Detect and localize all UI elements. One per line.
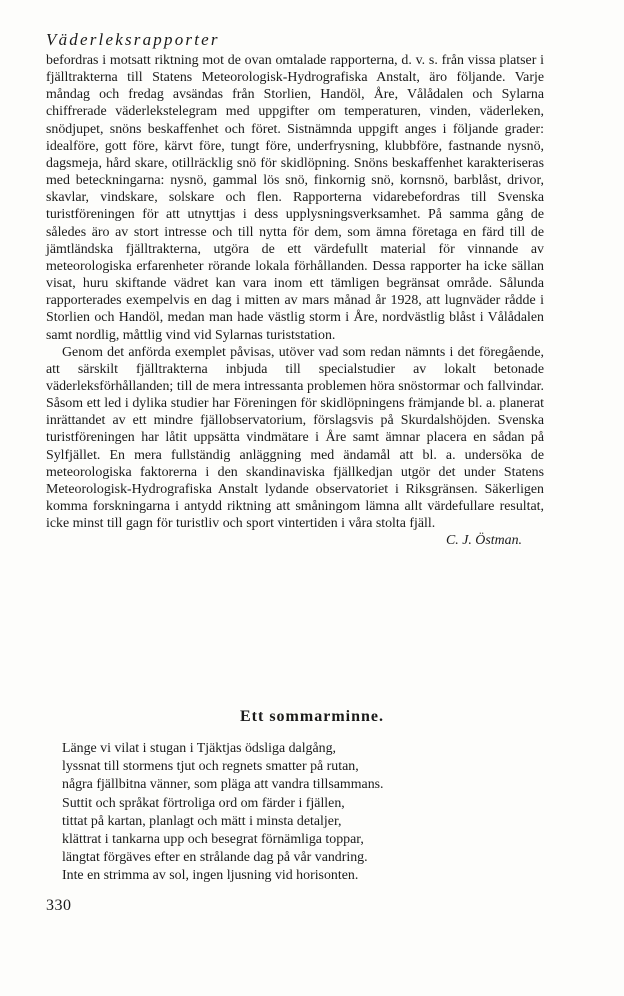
poem-line: Suttit och språkat förtroliga ord om färder i fjällen, bbox=[62, 795, 345, 811]
poem-body bbox=[62, 740, 532, 886]
poem-line: tittat på kartan, planlagt och mätt i minsta detaljer, bbox=[62, 813, 342, 829]
signature-row bbox=[46, 532, 544, 549]
poem-line: klättrat i tankarna upp och besegrat förnämliga toppar, bbox=[62, 832, 364, 848]
poem-line: Länge vi vilat i stugan i Tjäktjas ödsliga dalgång, bbox=[62, 741, 337, 756]
article-paragraph-1: befordras i motsatt riktning mot de ovan omtalade rapporterna, d. v. s. från vissa platser i fjälltrakterna till Statens Meteorologisk-Hydrografiska Anstalt, äro följande. Varje måndag och fredag avsändas från Storlien, Handöl, Åre, Vålådalen och Sylarna chiffrerade väderlekstelegram med uppgifter om temperaturen, vinden, väderleken, snödjupet, snöns beskaffenhet och föret. Sistnämnda uppgift anges i följande grader: idealföre, gott före, kärvt före, tungt före, underfrysning, klubbföre, fastnande nysnö, dagsmeja, hård skare, otillräcklig snö för skidlöpning. Snöns beskaffenhet karakteriseras med beteckningarna: nysnö, gammal lös snö, finkornig snö, kornsnö, barblåst, drivor, skavlar, vindskare, solskare och flen. Rapporterna vidarebefordras till Svenska turistföreningen för att utnyttjas i dess upplysningsverksamhet. På samma gång de således äro av stort intresse och till nytta för dem, som ämna företaga en färd till de jämtländska fjälltrakterna, utgöra de ett värdefullt material för vinnande av meteorologiska erfarenheter rörande lokala förhållanden. Dessa rapporter ha icke sällan visat, huru skiftande vädret kan vara inom ett tämligen begränsat område. Sålunda rapporterades exempelvis en dag i mitten av mars månad år 1928, att lugnväder rådde i Storlien och Handöl, medan man hade västlig storm i Åre, nordvästlig blåst i Vålådalen samt nordlig, måttlig vind vid Sylarnas turiststation. bbox=[46, 53, 544, 343]
article-paragraph-2: Genom det anförda exemplet påvisas, utöver vad som redan nämnts i det föregående, att särskilt fjälltrakterna inbjuda till specialstudier av lokalt betonade väderleksförhållanden; till de mera intressanta problemen höra snöstormar och fallvindar. Såsom ett led i dylika studier har Föreningen för skidlöpningens främjande bl. a. planerat inrättandet av ett mindre fjällobservatorium, förslagsvis på Skurdalshöjden. Svenska turistföreningen har låtit uppsätta vindmätare i Åre samt ämnar placera en sådan på Sylfjället. En mera fullständig anläggning med ändamål att bl. a. undersöka de meteorologiska faktorerna i den skandinaviska fjällkedjan utgör det under Statens Meteorologisk-Hydrografiska Anstalt lydande observatoriet i Riksgränsen. Säkerligen komma forskningarna i antydd riktning att småningom lämna allt värdefullare resultat, icke minst till gagn för turistliv och sport vintertiden i våra stolta fjäll. bbox=[46, 344, 544, 532]
poem-title: Ett sommarminne. bbox=[240, 708, 384, 725]
poem-line: Inte en strimma av sol, ingen ljusning vid horisonten. bbox=[62, 868, 359, 884]
poem-line: några fjällbitna vänner, som pläga att vandra tillsammans. bbox=[62, 777, 384, 793]
poem-line: lyssnat till stormens tjut och regnets smatter på rutan, bbox=[62, 759, 359, 775]
running-head: Väderleksrapporter bbox=[46, 30, 220, 49]
article-body bbox=[46, 52, 544, 550]
page-number: 330 bbox=[46, 897, 72, 914]
poem-line: längtat förgäves efter en strålande dag på vår vandring. bbox=[62, 850, 368, 866]
author-signature: C. J. Östman. bbox=[445, 533, 522, 549]
